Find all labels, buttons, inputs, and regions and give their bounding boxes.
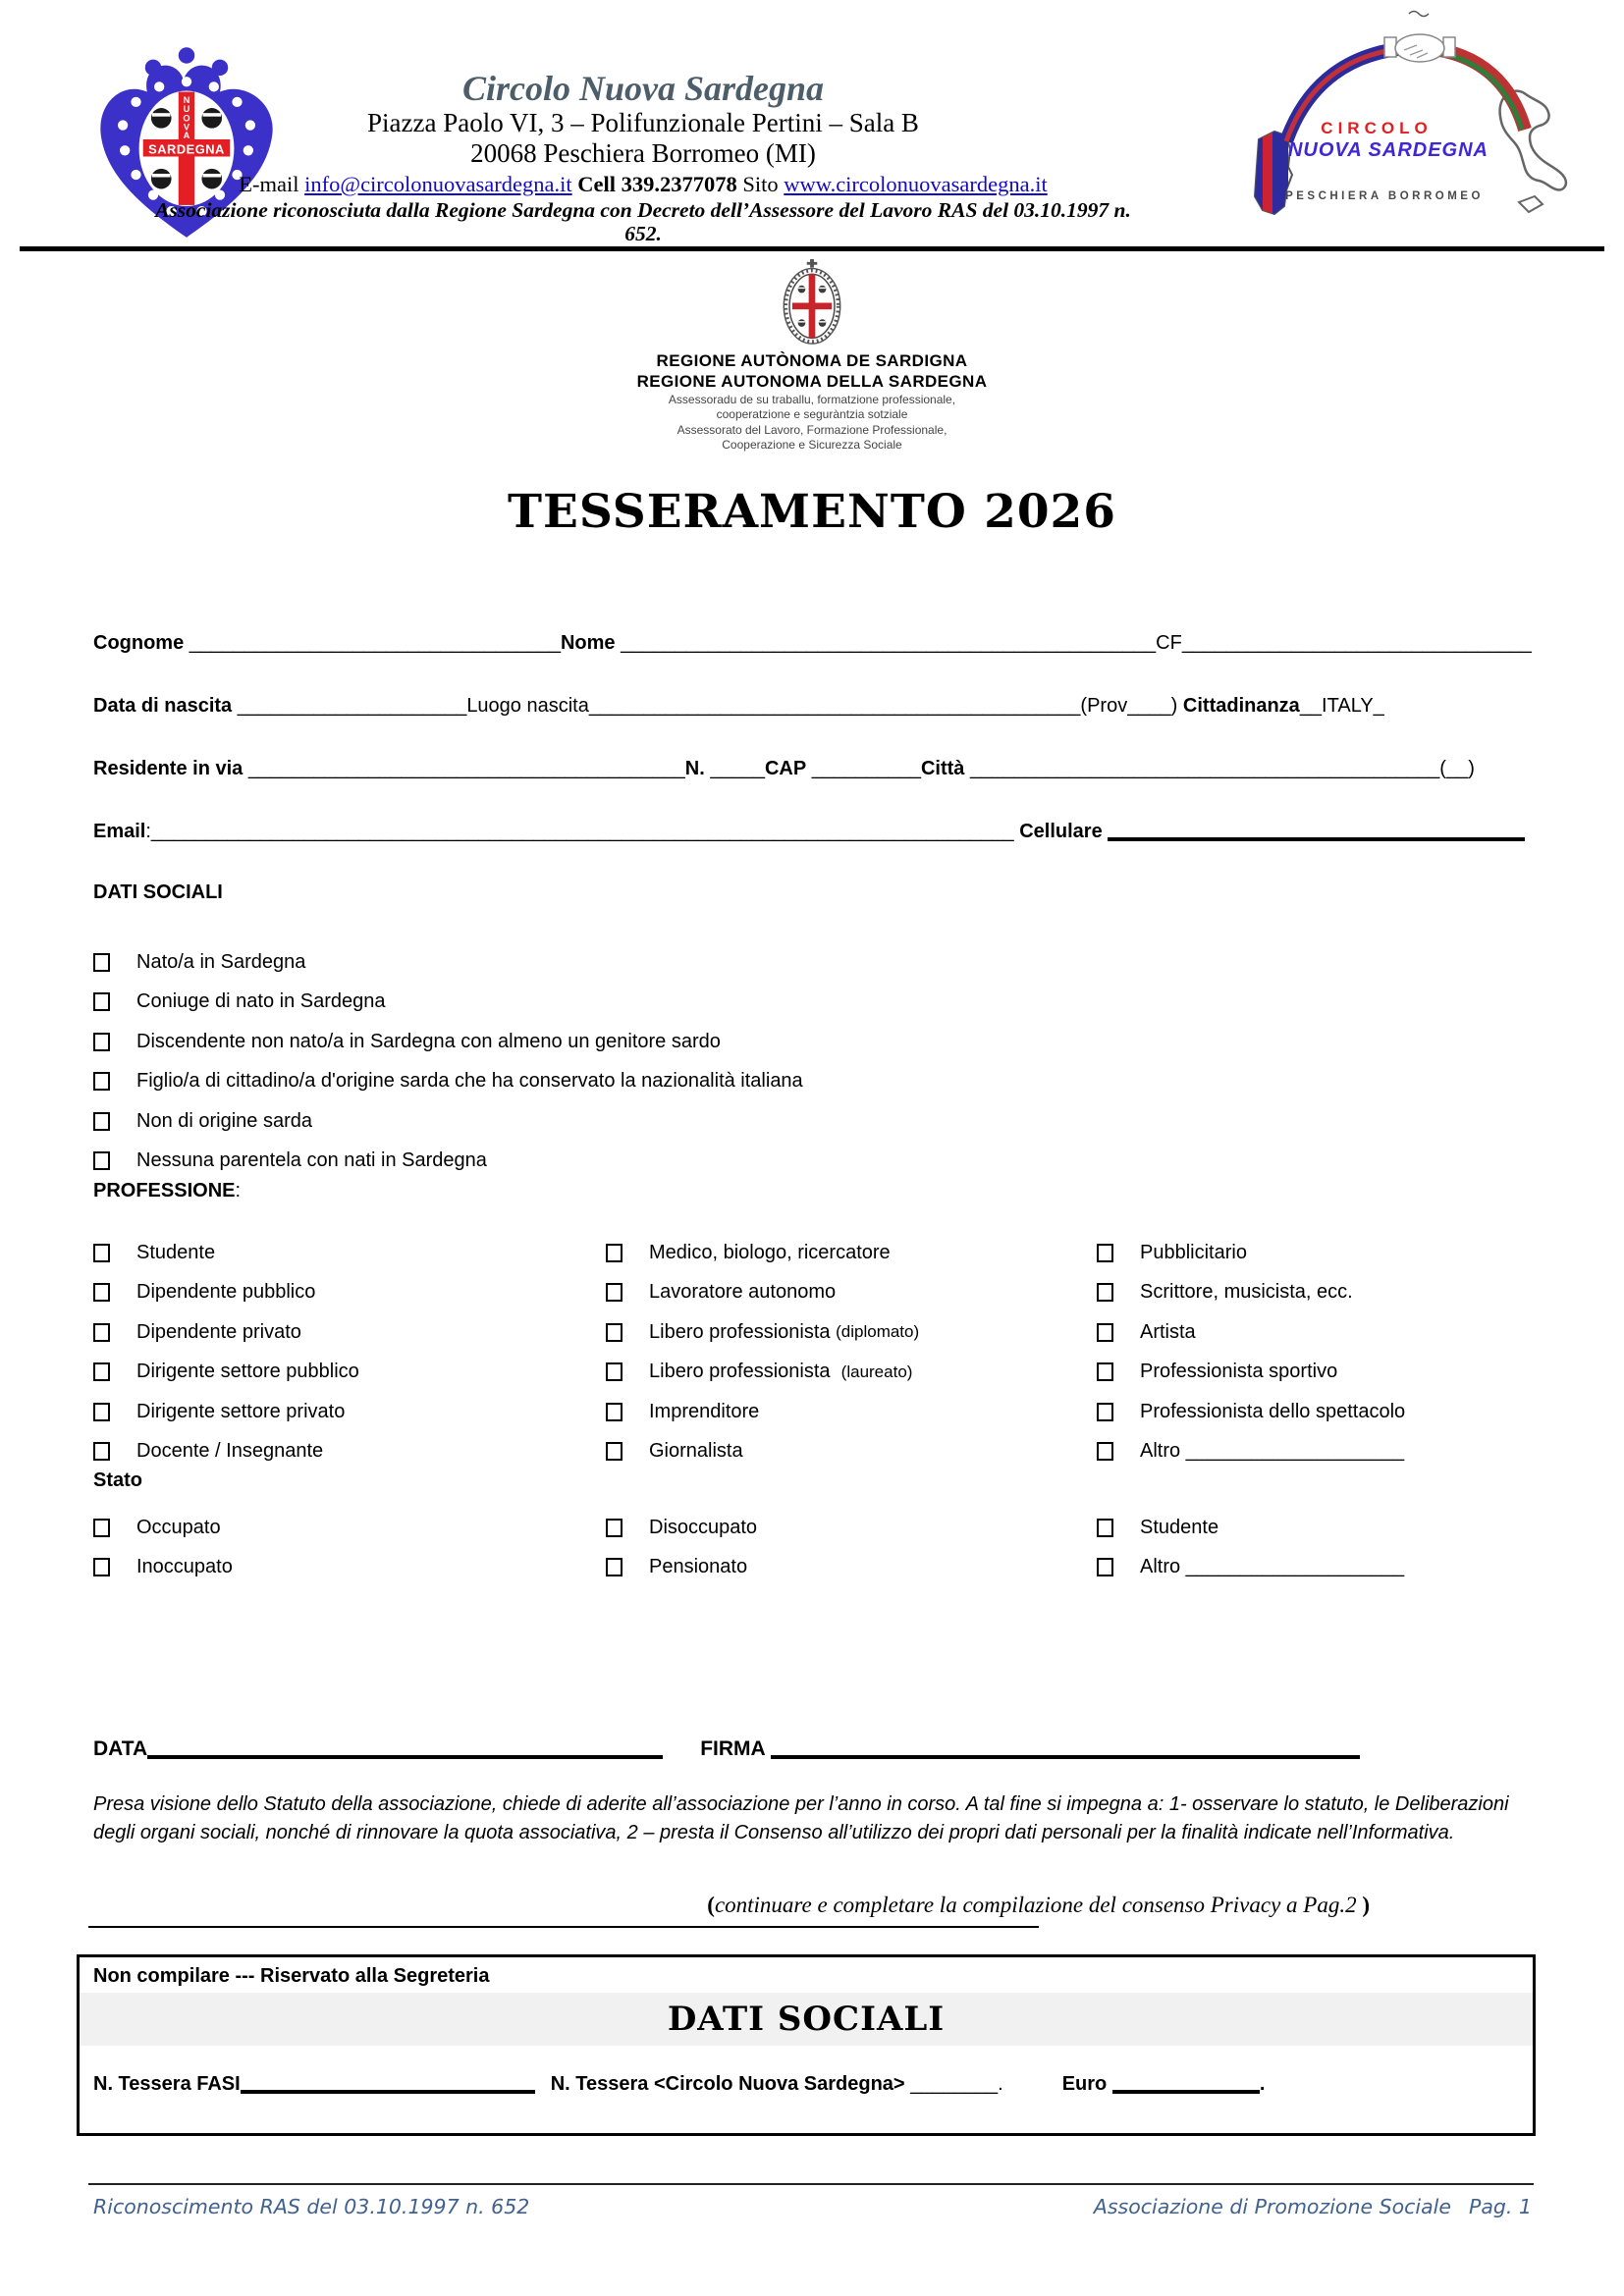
option-row <box>93 1101 803 1142</box>
form-row-address <box>93 758 1546 780</box>
cognome-field: __________________________________ <box>184 632 561 654</box>
nuova-letter: A <box>183 130 190 140</box>
tessera-fasi-label: N. Tessera FASI <box>93 2073 241 2095</box>
option-row <box>93 1273 606 1313</box>
checkbox[interactable] <box>1097 1558 1113 1576</box>
option-row <box>606 1432 1097 1472</box>
professione-col-1 <box>93 1233 606 1471</box>
website-link[interactable]: www.circolonuovasardegna.it <box>784 171 1048 196</box>
checkbox[interactable] <box>93 1244 110 1262</box>
address-line-2: 20068 Peschiera Borromeo (MI) <box>470 137 816 168</box>
footer-right <box>1076 2195 1532 2218</box>
checkbox[interactable] <box>1097 1323 1113 1342</box>
checkbox[interactable] <box>93 1072 110 1091</box>
checkbox[interactable] <box>93 1519 110 1537</box>
footer <box>93 2195 1532 2218</box>
email-field-label: Email <box>93 821 146 842</box>
note-open-paren: ( <box>707 1893 715 1917</box>
continue-note <box>0 1893 1370 1918</box>
checkbox[interactable] <box>606 1519 623 1537</box>
prov-sigla-field: (__) <box>1439 758 1475 779</box>
prov-field: (Prov____) <box>1080 695 1183 717</box>
data-nascita-field: _____________________ <box>232 695 467 717</box>
signature-row <box>93 1737 1360 1761</box>
euro-label: Euro <box>1061 2073 1112 2095</box>
secretary-note: Non compilare --- Riservato alla Segreteria <box>93 1965 490 1987</box>
option-row <box>93 942 803 983</box>
header-divider <box>20 246 1604 251</box>
option-row <box>606 1353 1097 1393</box>
checkbox[interactable] <box>1097 1283 1113 1302</box>
region-block <box>0 259 1624 454</box>
checkbox[interactable] <box>93 1033 110 1051</box>
stato-col-2 <box>606 1508 1097 1587</box>
option-row <box>93 1392 606 1432</box>
contact-line <box>147 172 1139 196</box>
email-field: :_______________________________________________________________________________ <box>145 821 1020 842</box>
checkbox[interactable] <box>93 1362 110 1381</box>
professione-heading-label: PROFESSIONE <box>93 1180 236 1201</box>
secretary-band <box>80 1993 1533 2046</box>
option-label: Figlio/a di cittadino/a d'origine sarda che ha conservato la nazionalità italiana <box>136 1070 803 1093</box>
option-row <box>93 1508 606 1548</box>
footer-page-number: Pag. 1 <box>1468 2195 1532 2218</box>
peschiera-label: PESCHIERA BORROMEO <box>1285 190 1484 202</box>
residente-label: Residente in via <box>93 758 244 779</box>
cap-field: __________ <box>806 758 921 779</box>
data-nascita-label: Data di nascita <box>93 695 233 717</box>
org-name: Circolo Nuova Sardegna <box>461 69 825 108</box>
checkbox[interactable] <box>606 1403 623 1421</box>
consent-paragraph: Presa visione dello Statuto della associazione, chiede di aderite all’associazione per l’anno in corso. A tal fine si impegna a: 1- osservare lo statuto, le Deliberazioni degli organi sociali, nonché di rinnovare la quota associativa, 2 – presta il Consenso all’utilizzo dei propri dati personali per la finalità indicate nell’Informativa. <box>93 1793 1509 1843</box>
checkbox[interactable] <box>606 1442 623 1461</box>
nome-label: Nome <box>560 632 616 654</box>
option-row <box>93 1142 803 1182</box>
option-label: Imprenditore <box>649 1400 760 1422</box>
citta-label: Città <box>920 758 965 779</box>
option-row <box>606 1548 1097 1588</box>
professione-grid <box>93 1233 1537 1471</box>
nuova-letter: N <box>183 94 190 105</box>
address-line-1: Piazza Paolo VI, 3 – Polifunzionale Pertini – Sala B <box>367 108 919 138</box>
form-row-birth <box>93 695 1546 718</box>
professione-col-3 <box>1097 1233 1537 1471</box>
option-label: Dirigente settore privato <box>136 1400 346 1422</box>
checkbox[interactable] <box>93 992 110 1011</box>
option-row <box>1097 1392 1537 1432</box>
checkbox[interactable] <box>1097 1519 1113 1537</box>
checkbox[interactable] <box>1097 1362 1113 1381</box>
option-row <box>606 1233 1097 1273</box>
email-link[interactable]: info@circolonuovasardegna.it <box>304 171 572 196</box>
option-row <box>93 1432 606 1472</box>
region-dept-line-3: Assessorato del Lavoro, Formazione Professionale, <box>677 422 947 437</box>
cf-field: ________________________________ <box>1181 632 1532 654</box>
option-row <box>93 1233 606 1273</box>
nome-field: _________________________________________________ <box>615 632 1157 654</box>
cf-label: CF <box>1156 632 1182 654</box>
option-label: Pensionato <box>649 1556 748 1578</box>
option-label: Libero professionista <box>649 1320 837 1343</box>
circolo-bridge-logo <box>1229 6 1610 224</box>
option-row <box>93 1062 803 1102</box>
option-label: Medico, biologo, ricercatore <box>649 1241 891 1263</box>
option-label: Nessuna parentela con nati in Sardegna <box>136 1149 487 1172</box>
tessera-row <box>93 2073 1533 2096</box>
option-row <box>1097 1233 1537 1273</box>
data-field <box>147 1754 663 1759</box>
footer-divider <box>88 2183 1534 2185</box>
option-label: Coniuge di nato in Sardegna <box>136 990 386 1013</box>
option-label: Studente <box>136 1241 216 1263</box>
note-text: continuare e completare la compilazione del consenso Privacy a Pag.2 <box>714 1893 1363 1917</box>
option-label: Libero professionista <box>649 1361 841 1383</box>
region-dept-line-2: cooperatzione e seguràntzia sotziale <box>716 407 908 422</box>
n-field: _____ <box>704 758 765 779</box>
option-label: Dipendente privato <box>136 1320 301 1343</box>
tessera-fasi-field <box>241 2089 535 2094</box>
checkbox[interactable] <box>606 1362 623 1381</box>
euro-field <box>1112 2089 1260 2094</box>
region-crest-icon <box>779 259 845 346</box>
option-label-small: (laureato) <box>840 1362 913 1381</box>
citta-field: ___________________________________________ <box>964 758 1440 779</box>
footer-left: Riconoscimento RAS del 03.10.1997 n. 652 <box>93 2195 530 2218</box>
checkbox[interactable] <box>93 953 110 972</box>
firma-label: FIRMA <box>700 1737 771 1760</box>
checkbox[interactable] <box>1097 1244 1113 1262</box>
n-label: N. <box>684 758 705 779</box>
option-label: Altro ____________________ <box>1140 1556 1405 1578</box>
circolo-label: CIRCOLO <box>1321 119 1433 137</box>
data-label: DATA <box>93 1737 148 1760</box>
option-row <box>1097 1353 1537 1393</box>
checkbox[interactable] <box>606 1558 623 1576</box>
option-row <box>1097 1548 1537 1588</box>
option-label: Dipendente pubblico <box>136 1281 316 1304</box>
luogo-nascita-field: _____________________________________________ <box>588 695 1081 717</box>
checkbox[interactable] <box>93 1283 110 1302</box>
option-label: Giornalista <box>649 1440 743 1463</box>
tilde-mark <box>1409 12 1429 17</box>
firma-field <box>771 1754 1360 1759</box>
option-label: Nato/a in Sardegna <box>136 950 306 973</box>
option-label: Lavoratore autonomo <box>649 1281 837 1304</box>
option-row <box>1097 1432 1537 1472</box>
option-label: Professionista dello spettacolo <box>1140 1400 1406 1422</box>
note-close-paren: ) <box>1362 1893 1370 1917</box>
dati-sociali-options <box>93 942 803 1181</box>
option-row <box>93 1022 803 1062</box>
option-row <box>93 1312 606 1353</box>
luogo-nascita-label: Luogo nascita <box>466 695 589 717</box>
stato-grid <box>93 1508 1537 1587</box>
option-row <box>606 1312 1097 1353</box>
region-dept-line-4: Cooperazione e Sicurezza Sociale <box>722 438 902 453</box>
option-label: Discendente non nato/a in Sardegna con almeno un genitore sardo <box>136 1030 721 1052</box>
region-name-sardinian: REGIONE AUTÒNOMA DE SARDIGNA <box>656 351 968 370</box>
checkbox[interactable] <box>606 1283 623 1302</box>
cittadinanza-value: __ITALY_ <box>1299 695 1384 717</box>
checkbox[interactable] <box>93 1442 110 1461</box>
cittadinanza-label: Cittadinanza <box>1182 695 1300 717</box>
option-label: Occupato <box>136 1516 221 1538</box>
option-row <box>1097 1508 1537 1548</box>
nuova-letter: U <box>183 104 190 115</box>
option-row <box>606 1508 1097 1548</box>
checkbox[interactable] <box>93 1112 110 1131</box>
page-title: TESSERAMENTO 2026 <box>508 485 1116 539</box>
professione-heading <box>93 1180 241 1202</box>
professione-col-2 <box>606 1233 1097 1471</box>
option-label-small: (diplomato) <box>836 1322 920 1342</box>
sardegna-label: SARDEGNA <box>148 141 225 157</box>
cellulare-label: Cellulare <box>1019 821 1109 842</box>
region-dept-line-1: Assessoradu de su traballu, formatzione professionale, <box>668 392 956 406</box>
option-label: Pubblicitario <box>1140 1241 1247 1263</box>
footer-association: Associazione di Promozione Sociale <box>1093 2195 1451 2218</box>
email-label: E-mail <box>239 171 305 196</box>
option-label: Scrittore, musicista, ecc. <box>1140 1281 1353 1304</box>
cellulare-field <box>1108 836 1525 841</box>
nuova-letter: V <box>183 122 190 133</box>
option-label: Altro ____________________ <box>1140 1440 1405 1463</box>
tessera-cns-label: N. Tessera <Circolo Nuova Sardegna> <box>550 2073 905 2095</box>
option-label: Studente <box>1140 1516 1219 1538</box>
sito-label: Sito <box>742 171 785 196</box>
option-label: Disoccupato <box>649 1516 758 1538</box>
option-label: Artista <box>1140 1320 1196 1343</box>
checkbox[interactable] <box>1097 1403 1113 1421</box>
checkbox[interactable] <box>1097 1442 1113 1461</box>
tessera-cns-field: ________. <box>904 2073 1003 2095</box>
stato-col-1 <box>93 1508 606 1587</box>
cognome-label: Cognome <box>93 632 185 654</box>
option-label: Non di origine sarda <box>136 1109 312 1132</box>
option-row <box>93 1353 606 1393</box>
option-label: Docente / Insegnante <box>136 1440 324 1463</box>
option-label: Dirigente settore pubblico <box>136 1361 359 1383</box>
option-row <box>93 983 803 1023</box>
secretary-title: DATI SOCIALI <box>667 2000 946 2039</box>
divider-line <box>88 1926 1039 1928</box>
stato-heading: Stato <box>93 1469 142 1491</box>
handshake-icon <box>1395 34 1444 62</box>
option-row <box>1097 1273 1537 1313</box>
checkbox[interactable] <box>606 1244 623 1262</box>
professione-heading-colon: : <box>235 1180 242 1201</box>
header-text <box>147 69 1139 245</box>
nuova-letter: O <box>183 113 190 124</box>
option-label: Professionista sportivo <box>1140 1361 1338 1383</box>
checkbox[interactable] <box>93 1558 110 1576</box>
option-row <box>606 1392 1097 1432</box>
option-row <box>606 1273 1097 1313</box>
cell-label: Cell 339.2377078 <box>571 171 743 196</box>
checkbox[interactable] <box>93 1151 110 1170</box>
recognition-line: Associazione riconosciuta dalla Regione Sardegna con Decreto dell’Assessore del Lavoro RAS del 03.10.1997 n. 652. <box>155 197 1131 246</box>
stato-col-3 <box>1097 1508 1537 1587</box>
secretary-box <box>77 1954 1536 2136</box>
region-name-italian: REGIONE AUTONOMA DELLA SARDEGNA <box>636 372 988 392</box>
checkbox[interactable] <box>93 1323 110 1342</box>
option-row <box>1097 1312 1537 1353</box>
cap-label: CAP <box>764 758 807 779</box>
option-label: Inoccupato <box>136 1556 233 1578</box>
via-field: ________________________________________ <box>243 758 685 779</box>
option-row <box>93 1548 606 1588</box>
checkbox[interactable] <box>606 1323 623 1342</box>
form-row-contacts <box>93 821 1546 843</box>
form-row-name <box>93 632 1546 655</box>
euro-dot: . <box>1259 2073 1266 2095</box>
dati-sociali-heading: DATI SOCIALI <box>93 881 223 903</box>
sicily-shape <box>1519 196 1543 212</box>
nuova-sardegna-label: NUOVA SARDEGNA <box>1287 139 1489 161</box>
checkbox[interactable] <box>93 1403 110 1421</box>
